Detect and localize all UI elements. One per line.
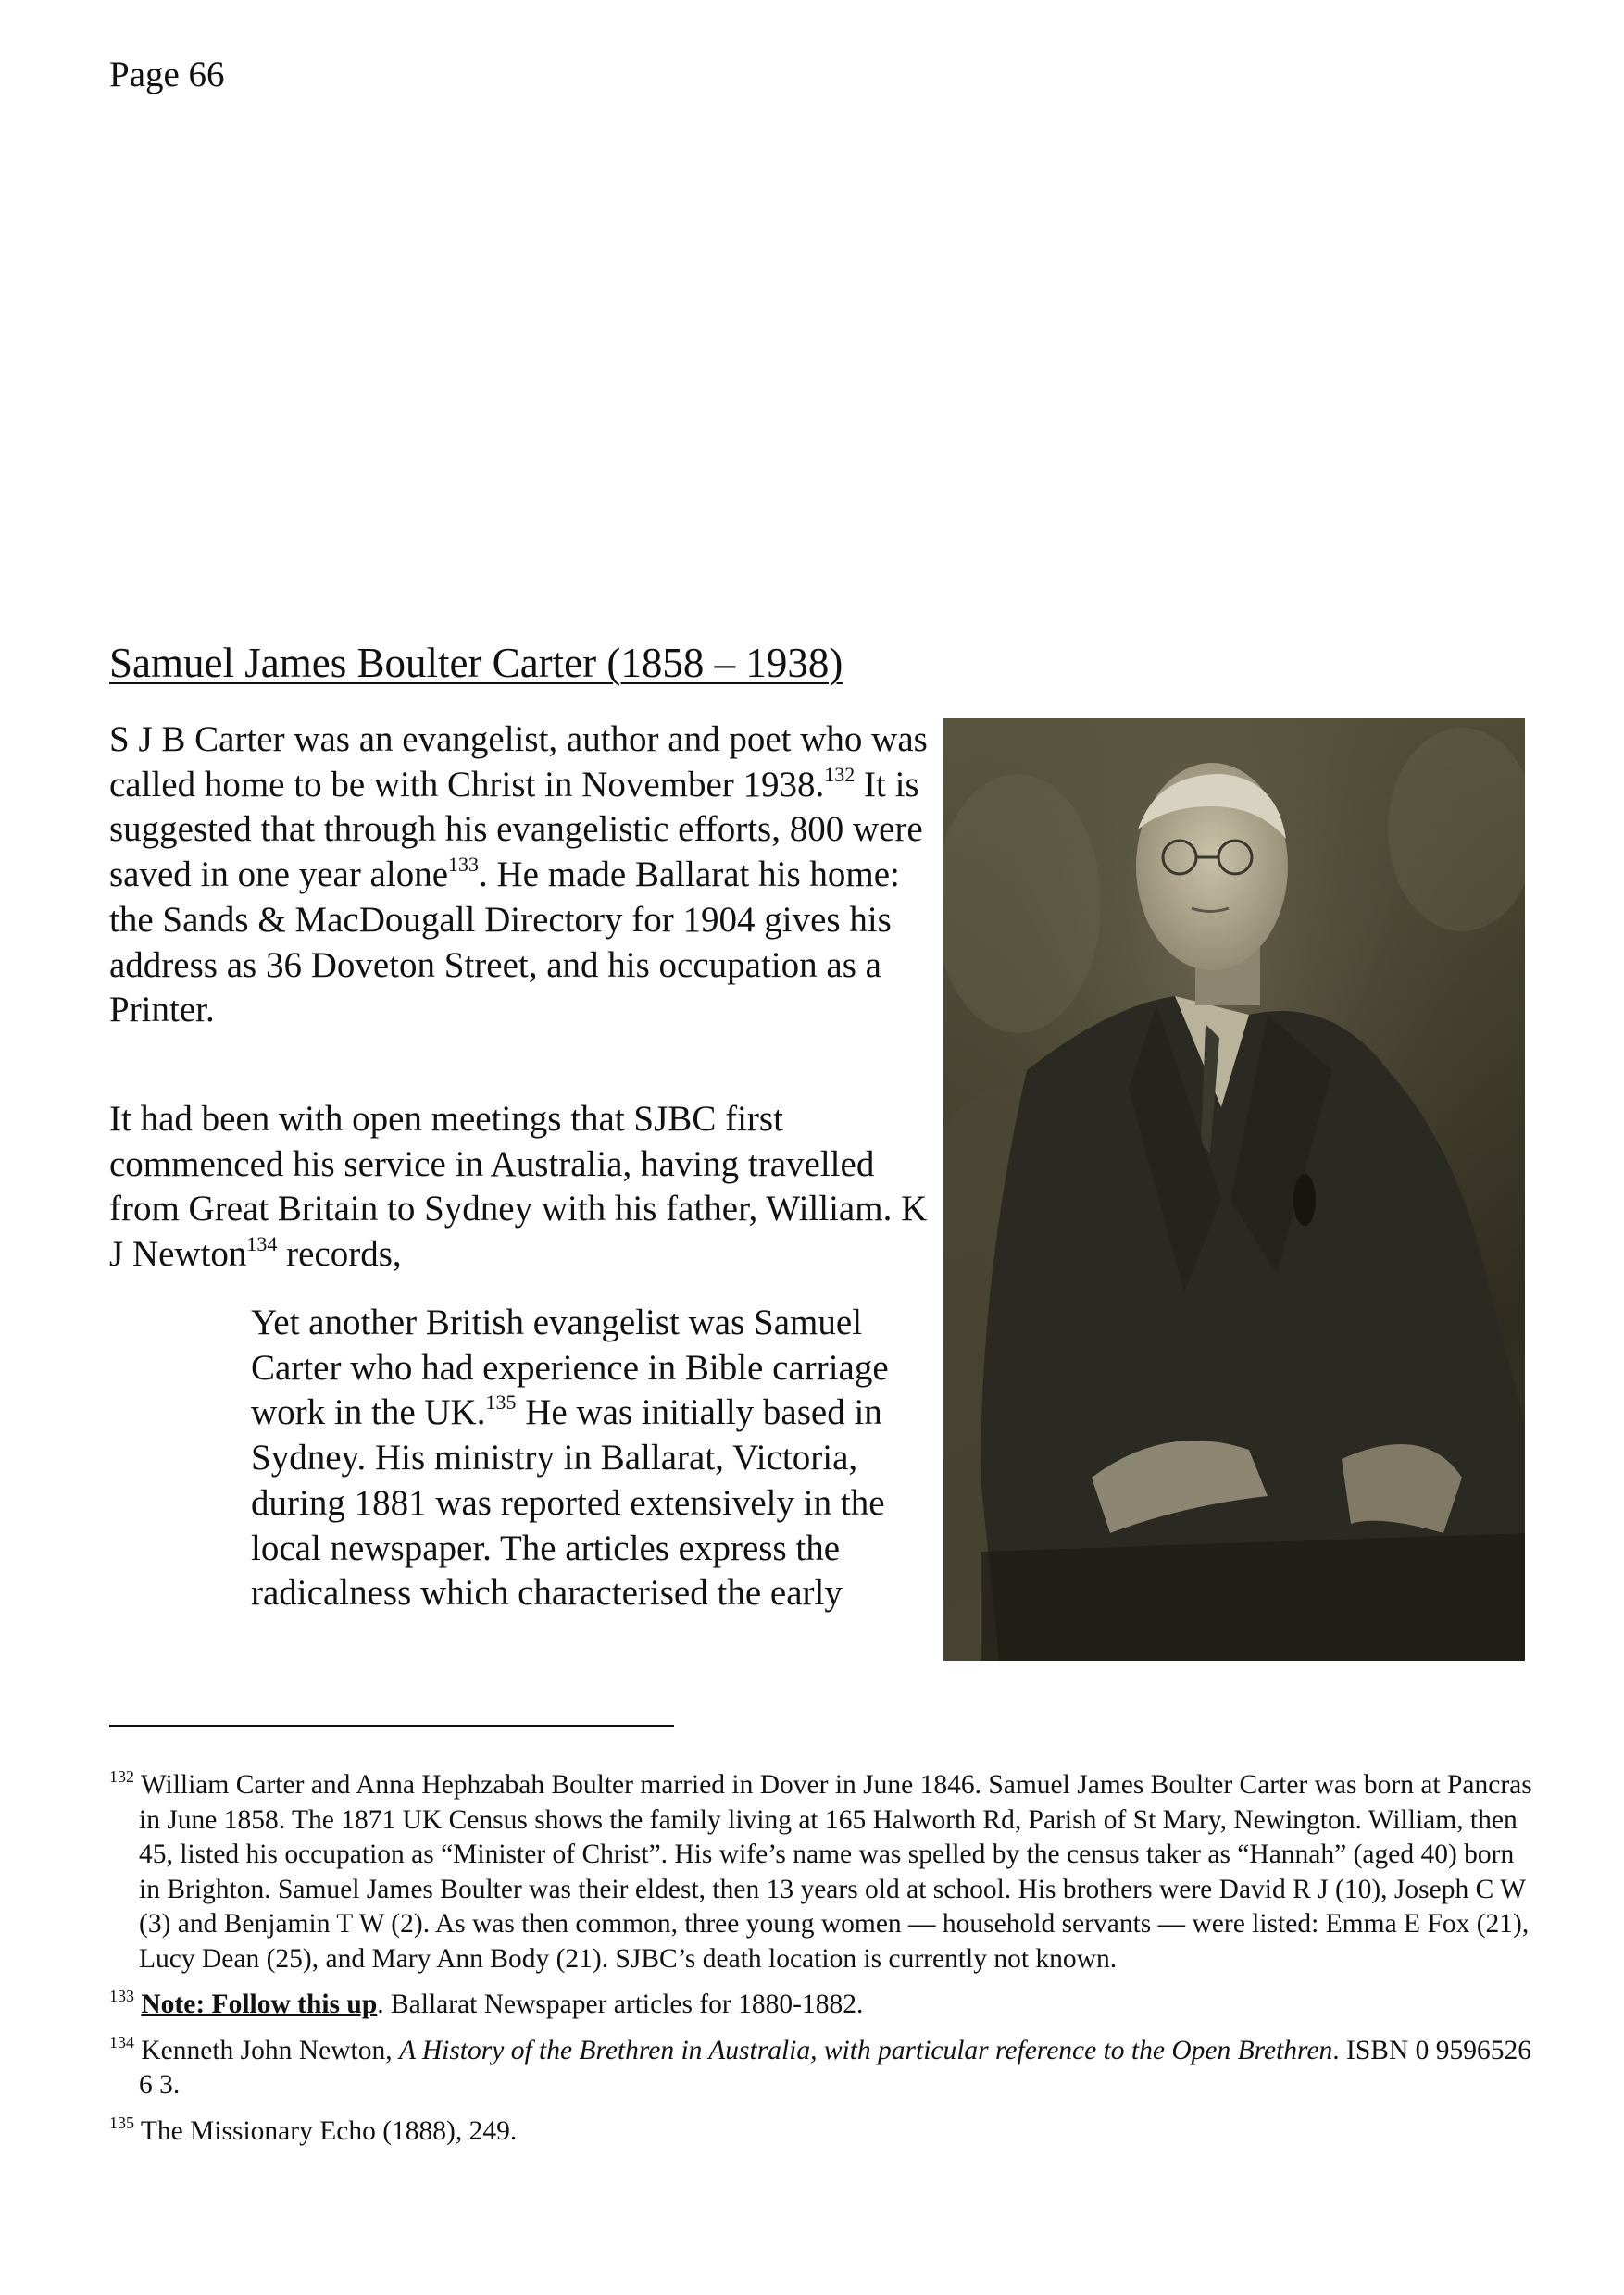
- footnote-number: 132: [109, 1767, 134, 1786]
- page-title: Samuel James Boulter Carter (1858 – 1938): [109, 640, 843, 686]
- footnote-ref[interactable]: 133: [448, 853, 480, 877]
- paragraph-text: records,: [277, 1234, 402, 1275]
- footnote-number: 135: [109, 2113, 134, 2132]
- footnote-text: The Missionary Echo (1888), 249.: [140, 2115, 518, 2146]
- footnote-author: Kenneth John Newton,: [141, 2035, 399, 2065]
- footnote-text: . ISBN 0 9596526 6 3.: [139, 2035, 1532, 2100]
- portrait-illustration: [943, 718, 1525, 1661]
- footnote-133: [109, 1988, 1535, 2023]
- footnote-text: . Ballarat Newspaper articles for 1880-1882.: [377, 1989, 864, 2019]
- block-quote: [251, 1301, 955, 1616]
- footnotes: [109, 1768, 1535, 2160]
- footnote-ref[interactable]: 132: [824, 762, 856, 786]
- paragraph-newton: [109, 1097, 933, 1278]
- page-number: Page 66: [109, 55, 225, 94]
- footnote-text: William Carter and Anna Hephzabah Boulter married in Dover in June 1846. Samuel James Boulter Carter was born at Pancras in June 1858. The 1871 UK Census shows the family living at 165 Halworth Rd, Parish of St Mary, Newington. William, then 45, listed his occupation as “Minister of Christ”. His wife’s name was spelled by the census taker as “Hannah” (aged 40) born in Brighton. Samuel James Boulter was their eldest, then 13 years old at school. His brothers were David R J (10), Joseph C W (3) and Benjamin T W (2). As was then common, three young women — household servants — were listed: Emma E Fox (21), Lucy Dean (25), and Mary Ann Body (21). SJBC’s death location is currently not known.: [139, 1770, 1532, 1974]
- quote-text: He was initially based in Sydney. His ministry in Ballarat, Victoria, during 1881 was reported extensively in the local newspaper. The articles express the radicalness which characterised the early: [251, 1392, 885, 1614]
- footnote-book-title: A History of the Brethren in Australia, with particular reference to the Open Brethren: [398, 2035, 1333, 2065]
- footnote-135: [109, 2114, 1535, 2150]
- paragraph-intro: [109, 717, 933, 1033]
- footnote-ref[interactable]: 134: [246, 1232, 278, 1256]
- paragraph-text: It had been with open meetings that SJBC first commenced his service in Australia, having travelled from Great Britain to Sydney with his father, William. K J Newton: [109, 1099, 928, 1275]
- paragraph-text: It is suggested that through his evangelistic efforts, 800 were saved in one year alone: [109, 764, 923, 895]
- quote-text: Yet another British evangelist was Samuel Carter who had experience in Bible carriage work in the UK.: [251, 1303, 889, 1433]
- footnote-134: [109, 2034, 1535, 2103]
- footnote-132: [109, 1768, 1535, 1977]
- footnote-note: Note: Follow this up: [141, 1989, 378, 2019]
- paragraph-text: . He made Ballarat his home: the Sands & MacDougall Directory for 1904 gives his address as 36 Doveton Street, and his occupation as a Printer.: [109, 854, 900, 1030]
- paragraph-text: S J B Carter was an evangelist, author and poet who was called home to be with Christ in November 1938.: [109, 719, 928, 804]
- footnote-number: 134: [109, 2032, 134, 2052]
- footnote-divider: [109, 1725, 674, 1727]
- footnote-number: 133: [109, 1987, 134, 2005]
- footnote-ref[interactable]: 135: [485, 1391, 517, 1415]
- portrait-photo: [943, 718, 1525, 1661]
